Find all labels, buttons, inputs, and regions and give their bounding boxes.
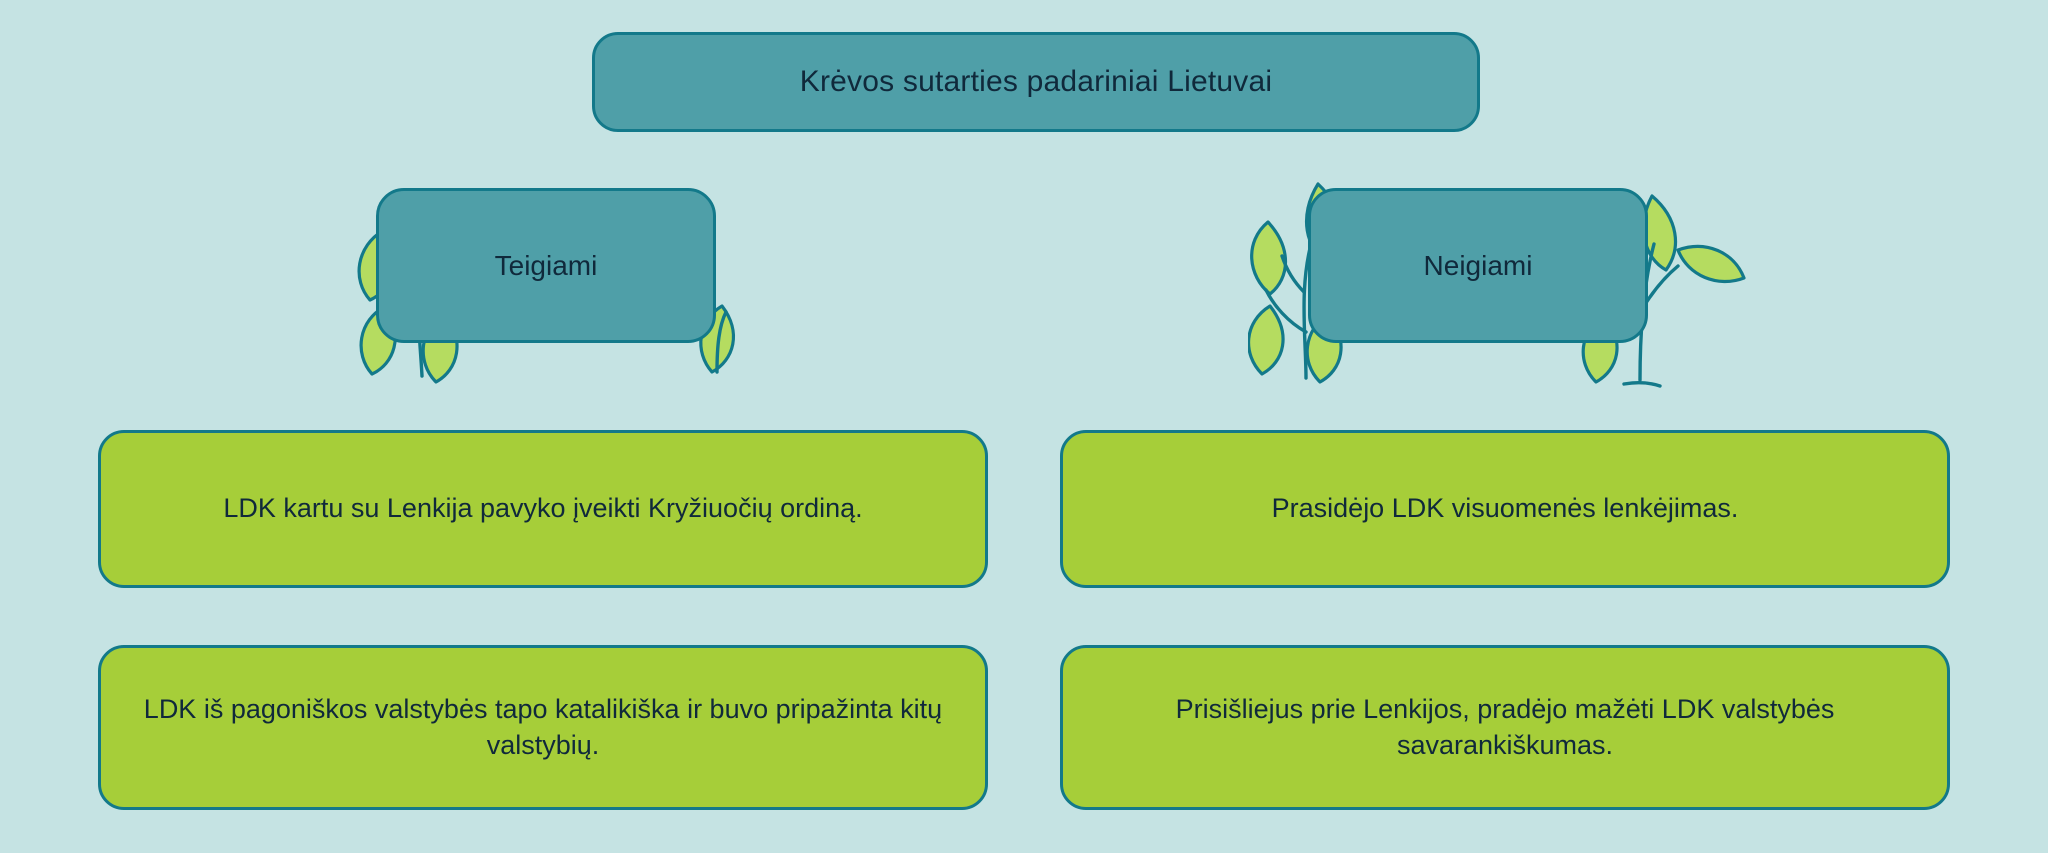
category-box-positive (376, 188, 716, 343)
category-label-negative: Neigiami (1423, 249, 1533, 281)
page-title: Krėvos sutarties padariniai Lietuvai (799, 65, 1273, 98)
category-label-positive: Teigiami (494, 249, 598, 281)
category-header-negative (1248, 180, 1668, 350)
category-box-negative (1308, 188, 1648, 343)
diagram-title-box (592, 32, 1480, 132)
card-text: LDK kartu su Lenkija pavyko įveikti Kryžiuočių ordiną. (223, 493, 863, 524)
category-header-positive (316, 180, 736, 350)
card-negative-2 (1060, 645, 1950, 810)
card-positive-2 (98, 645, 988, 810)
card-text: LDK iš pagoniškos valstybės tapo katalikiška ir buvo pripažinta kitų valstybių. (143, 693, 943, 760)
card-positive-1 (98, 430, 988, 588)
card-text: Prisišliejus prie Lenkijos, pradėjo mažėti LDK valstybės savarankiškumas. (1175, 693, 1835, 760)
card-negative-1 (1060, 430, 1950, 588)
card-text: Prasidėjo LDK visuomenės lenkėjimas. (1271, 493, 1739, 524)
